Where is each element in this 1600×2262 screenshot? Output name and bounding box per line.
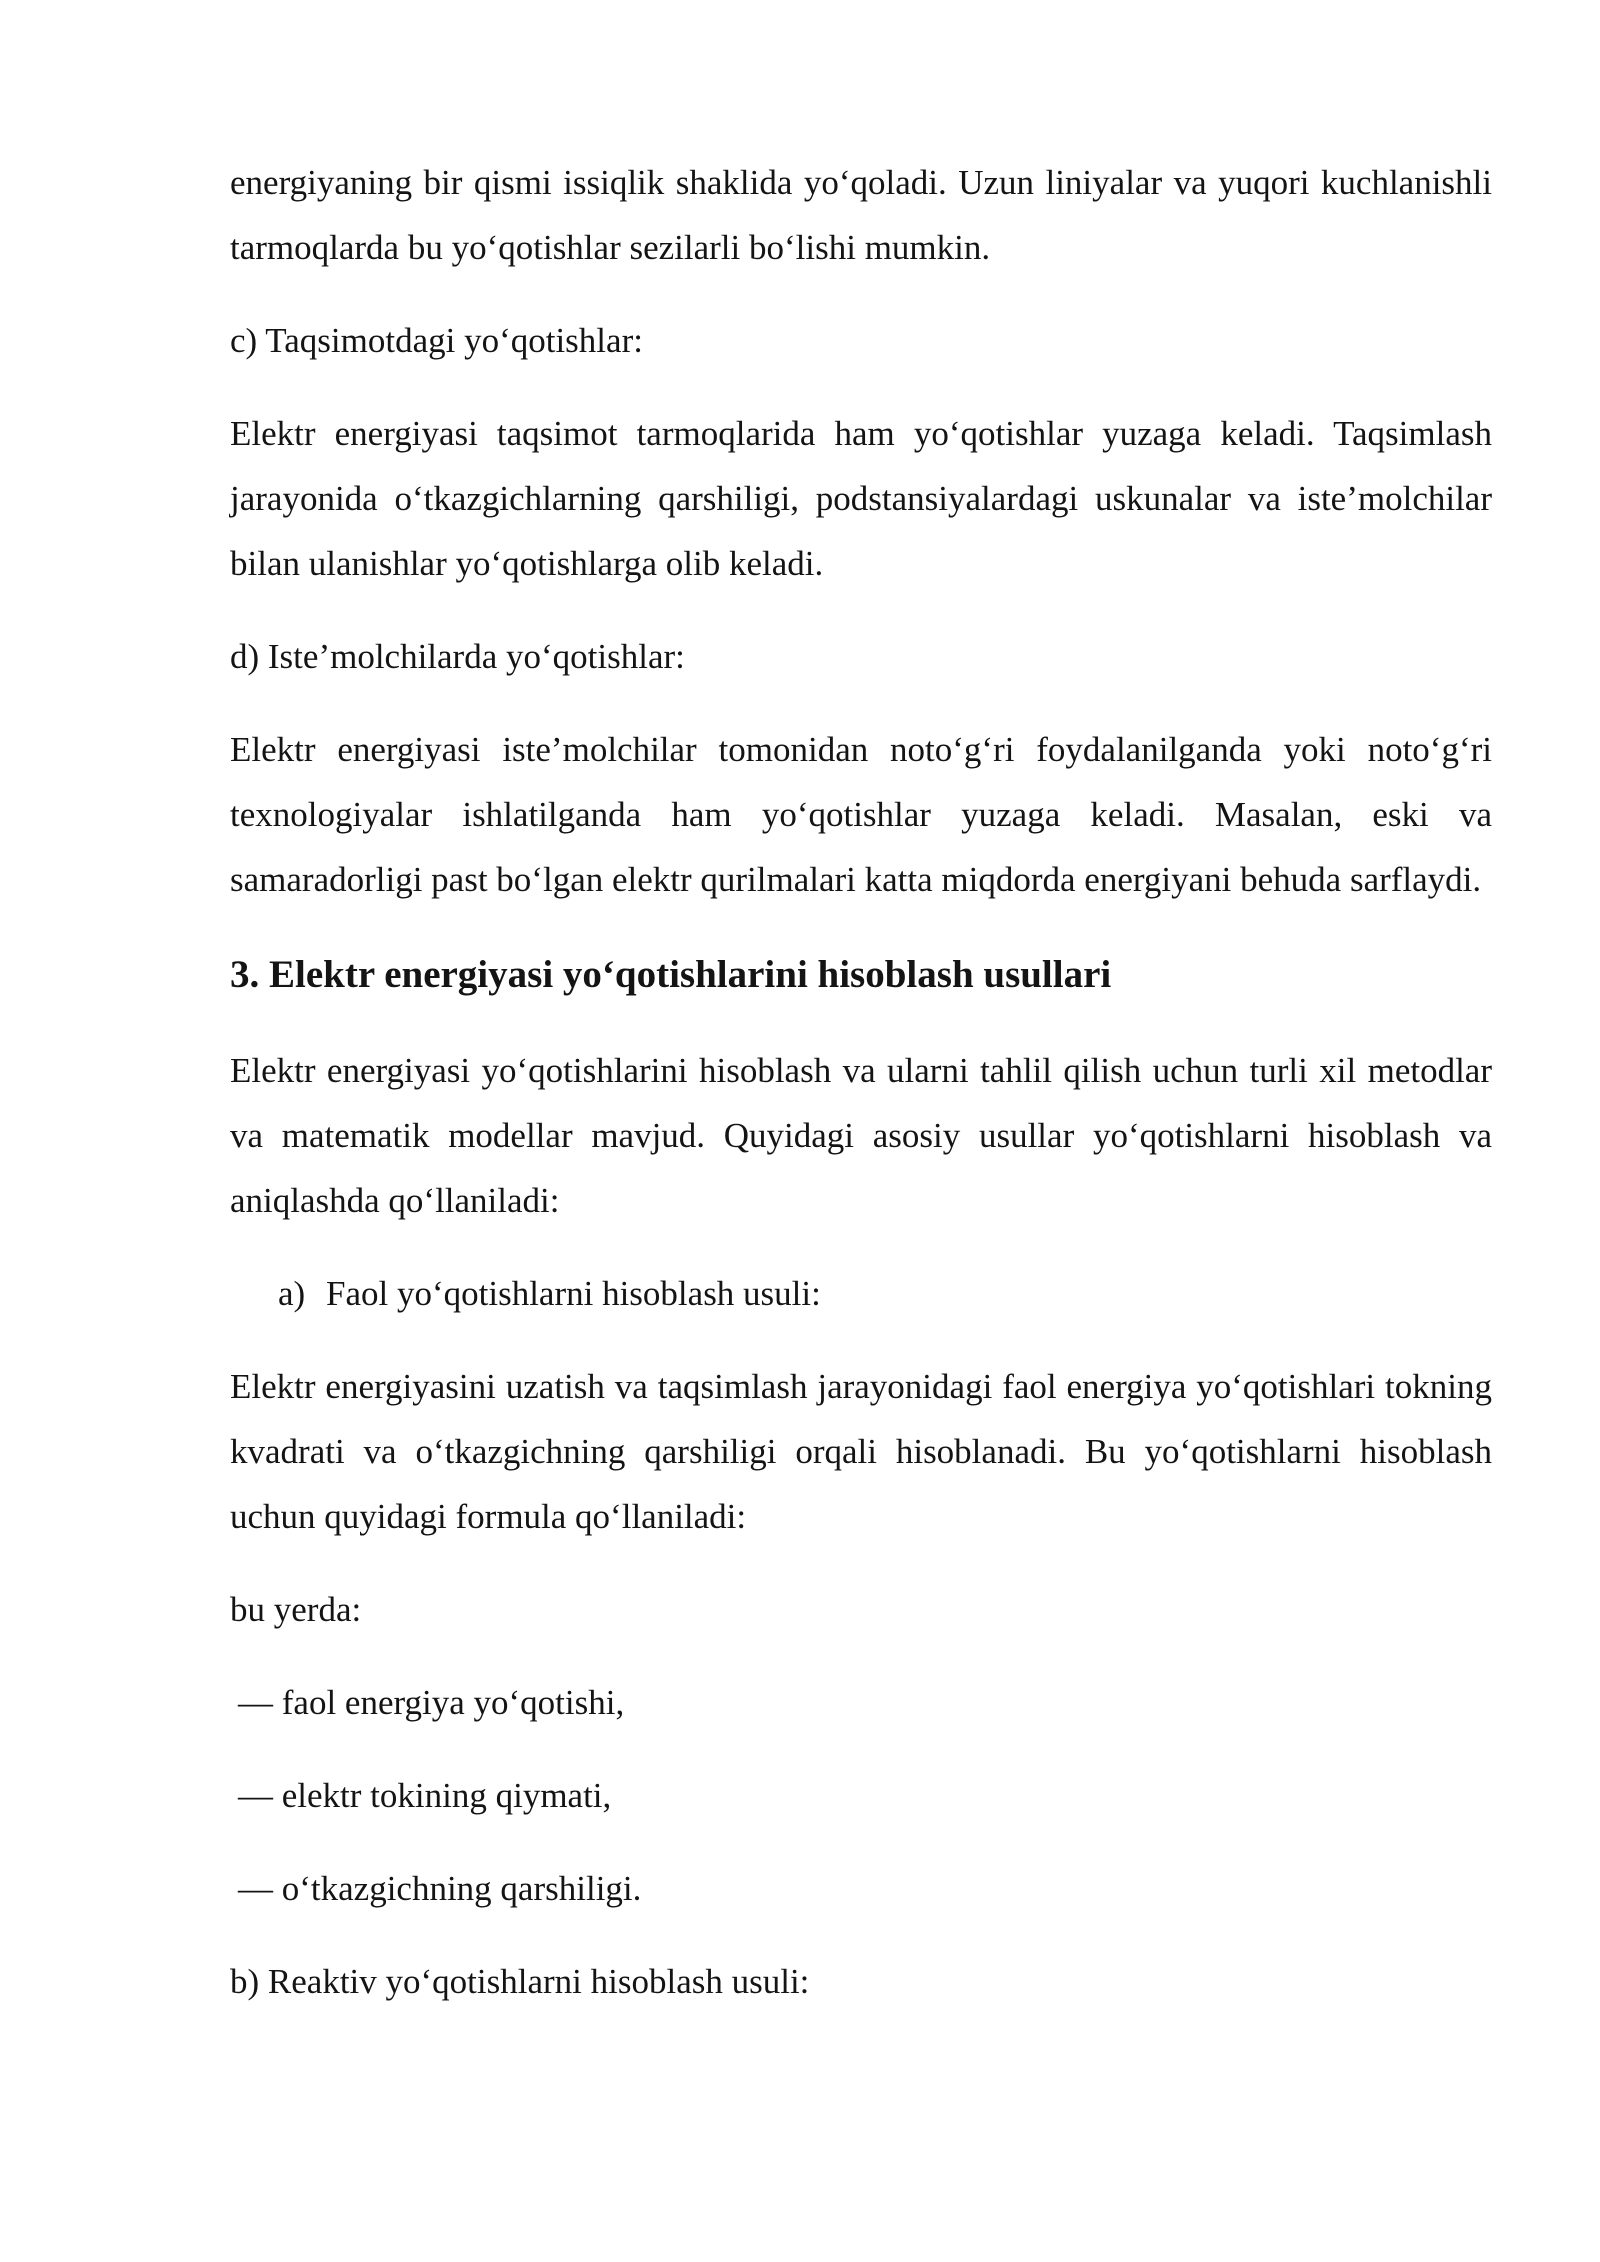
list-item-label: Faol yo‘qotishlarni hisoblash usuli:: [326, 1274, 821, 1313]
subheading-consumer-losses: d) Iste’molchilarda yo‘qotishlar:: [230, 637, 685, 676]
paragraph-transmission-losses-end: energiyaning bir qismi issiqlik shaklida yo‘qoladi. Uzun liniyalar va yuqori kuchlanishli tarmoqlarda bu yo‘qotishlar sezilarli bo‘lishi mumkin.: [230, 163, 1492, 267]
section-heading-calculation-methods: 3. Elektr energiyasi yo‘qotishlarini hisoblash usullari: [230, 953, 1112, 996]
paragraph-distribution-losses: Elektr energiyasi taqsimot tarmoqlarida ham yo‘qotishlar yuzaga keladi. Taqsimlash jarayonida o‘tkazgichlarning qarshiligi, podstansiyalardagi uskunalar va iste’molchilar bilan ulanishlar yo‘qotishlarga olib keladi.: [230, 414, 1492, 583]
subheading-distribution-losses: c) Taqsimotdagi yo‘qotishlar:: [230, 321, 643, 360]
list-marker-a: a): [278, 1274, 306, 1313]
definitions-intro: bu yerda:: [230, 1590, 362, 1629]
list-item-active-losses: [230, 1261, 1492, 1326]
definition-active-loss: — faol energiya yo‘qotishi,: [238, 1683, 625, 1722]
paragraph-calculation-intro: Elektr energiyasi yo‘qotishlarini hisoblash va ularni tahlil qilish uchun turli xil metodlar va matematik modellar mavjud. Quyidagi asosiy usullar yo‘qotishlarni hisoblash va aniqlashda qo‘llaniladi:: [230, 1051, 1492, 1220]
definition-resistance: — o‘tkazgichning qarshiligi.: [238, 1869, 642, 1908]
page-content: [230, 150, 1492, 2014]
paragraph-active-losses: Elektr energiyasini uzatish va taqsimlash jarayonidagi faol energiya yo‘qotishlari tokning kvadrati va o‘tkazgichning qarshiligi orqali hisoblanadi. Bu yo‘qotishlarni hisoblash uchun quyidagi formula qo‘llaniladi:: [230, 1367, 1492, 1536]
subheading-reactive-losses: b) Reaktiv yo‘qotishlarni hisoblash usuli:: [230, 1962, 810, 2001]
definition-current: — elektr tokining qiymati,: [238, 1776, 612, 1815]
paragraph-consumer-losses: Elektr energiyasi iste’molchilar tomonidan noto‘g‘ri foydalanilganda yoki noto‘g‘ri texnologiyalar ishlatilganda ham yo‘qotishlar yuzaga keladi. Masalan, eski va samaradorligi past bo‘lgan elektr qurilmalari katta miqdorda energiyani behuda sarflaydi.: [230, 730, 1492, 899]
